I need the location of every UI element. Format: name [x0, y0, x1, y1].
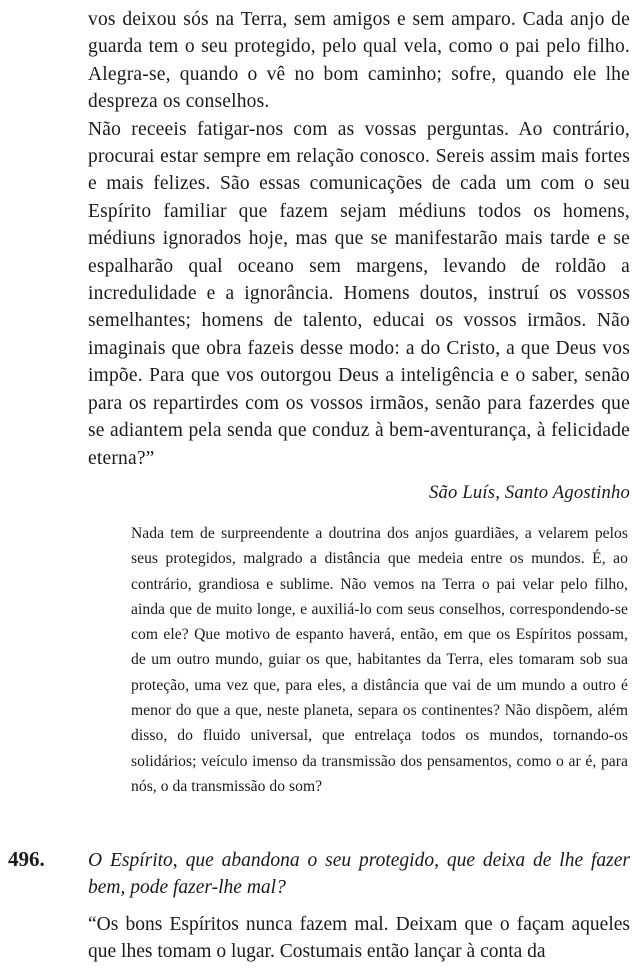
main-text-block: [88, 6, 630, 506]
commentary-block: [131, 521, 628, 799]
signature: São Luís, Santo Agostinho: [429, 481, 630, 503]
paragraph: Não receeis fatigar-nos com as vossas perguntas. Ao contrário, procurai estar sempre em relação conosco. Sereis assim mais fortes e mais felizes. São essas comunicações de cada um com o seu Espírito familiar que fazem sejam médiuns todos os homens, médiuns ignorados hoje, mas que se manifestarão mais tarde e se espalharão qual oceano sem margens, levando de roldão a incredulidade e a ignorância. Homens doutos, instruí os vossos semelhantes; homens de talento, educai os vossos irmãos. Não imaginais que obra fazeis desse modo: a do Cristo, a que Deus vos impõe. Para que vos outorgou Deus a inteligência e o saber, senão para os repartirdes com os vossos irmãos, senão para fazerdes que se adiantem pela senda que conduz à bem-aventurança, à felicidade eterna?”: [88, 118, 630, 469]
question-text: O Espírito, que abandona o seu protegido, que deixa de lhe fazer bem, pode fazer-lhe mal?: [88, 850, 630, 899]
paragraph: vos deixou sós na Terra, sem amigos e sem amparo. Cada anjo de guarda tem o seu protegido, pelo qual vela, como o pai pelo filho. Alegra-se, quando o vê no bom caminho; sofre, quando ele lhe despreza os conselhos.: [88, 9, 630, 113]
question-number: 496.: [8, 847, 45, 871]
commentary-paragraph: Nada tem de surpreendente a doutrina dos anjos guardiães, a velarem pelos seus protegidos, malgrado a distância que medeia entre os mundos. É, ao contrário, grandiosa e sublime. Não vemos na Terra o pai velar pelo filho, ainda que de muito longe, e auxiliá-lo com seus conselhos, correspondendo-se com ele? Que motivo de espanto haverá, então, em que os Espíritos possam, de um outro mundo, guiar os que, habitantes da Terra, eles tomaram sob sua proteção, uma vez que, para eles, a distância que vai de um mundo a outro é menor do que a que, neste planeta, separa os continentes? Não dispõem, além disso, do fluido universal, que entrelaça todos os mundos, tornando-os solidários; veículo imenso da transmissão dos pensamentos, como o ar é, para nós, o da transmissão do som?: [131, 525, 628, 795]
answer-text: “Os bons Espíritos nunca fazem mal. Deixam que o façam aqueles que lhes tomam o lugar. Costumais então lançar à conta da: [88, 914, 630, 963]
